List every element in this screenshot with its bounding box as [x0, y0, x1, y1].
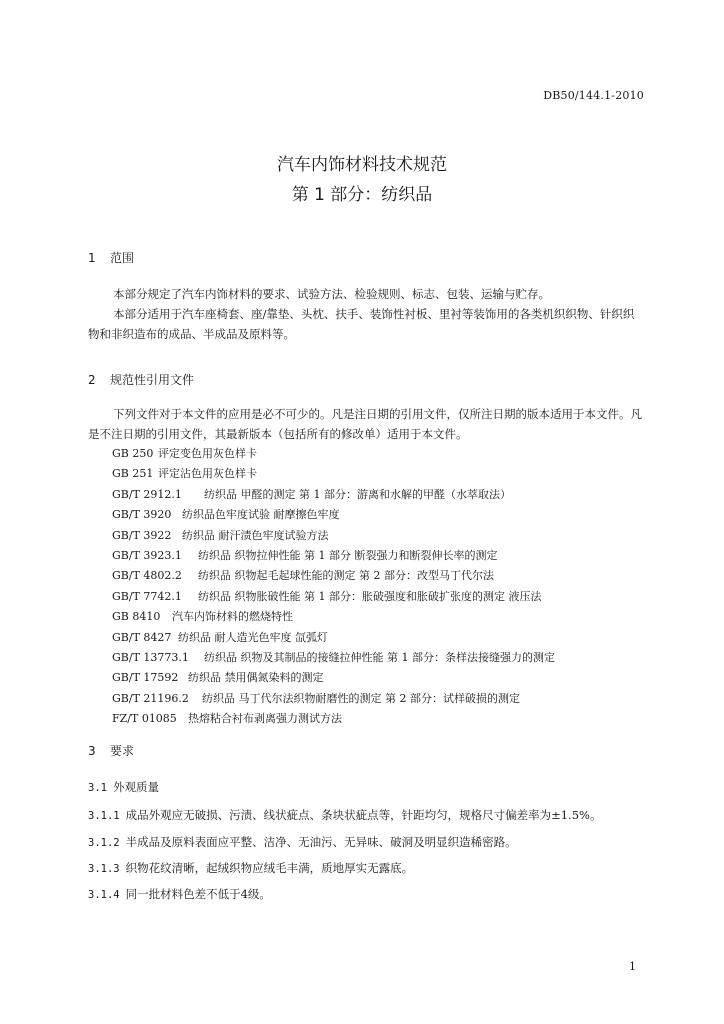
clause-text: 织物花纹清晰，起绒织物应绒毛丰满，质地厚实无露底。 — [125, 861, 414, 875]
reference-title: 纺织品 织物拉伸性能 第 1 部分 断裂强力和断裂伸长率的测定 — [198, 548, 498, 562]
reference-title: 纺织品 马丁代尔法织物耐磨性的测定 第 2 部分：试样破损的测定 — [202, 691, 520, 705]
clause-text: 成品外观应无破损、污渍、线状疵点、条块状疵点等，针距均匀，规格尺寸偏差率为±1.5%。 — [125, 808, 602, 822]
reference-title: 纺织品 织物及其制品的接缝拉伸性能 第 1 部分：条样法接缝强力的测定 — [204, 650, 555, 664]
subsection-number: 3.1 — [88, 782, 107, 794]
section-number: 2 — [88, 373, 96, 387]
reference-title: 评定变色用灰色样卡 — [158, 447, 257, 460]
page-number: 1 — [629, 960, 636, 973]
reference-code: GB/T 3922 — [112, 528, 172, 542]
reference-title: 汽车内饰材料的燃烧特性 — [172, 610, 293, 624]
reference-title: 纺织品 织物胀破性能 第 1 部分：胀破强度和胀破扩张度的测定 液压法 — [198, 589, 542, 603]
document-subtitle: 第 1 部分：纺织品 — [291, 185, 433, 205]
reference-item — [112, 648, 555, 668]
section-2-intro: 下列文件对于本文件的应用是必不可少的。凡是注日期的引用文件，仅所注日期的版本适用于本文件。凡是不注日期的引用文件，其最新版本（包括所有的修改单）适用于本文件。 — [88, 407, 642, 441]
section-number: 3 — [88, 744, 96, 758]
reference-item — [112, 526, 555, 546]
reference-code: GB/T 4802.2 — [112, 569, 182, 583]
reference-code: GB/T 2912.1 — [112, 487, 182, 501]
section-1-paragraph-2: 本部分适用于汽车座椅套、座/靠垫、头枕、扶手、装饰性衬板、里衬等装饰用的各类机织织物、针织织物和非织造布的成品、半成品及原料等。 — [88, 307, 635, 341]
section-1-paragraph-1: 本部分规定了汽车内饰材料的要求、试验方法、检验规则、标志、包装、运输与贮存。 — [113, 287, 550, 301]
section-title: 范围 — [110, 251, 135, 265]
reference-code: GB/T 13773.1 — [112, 650, 189, 664]
subsection-3-1-heading — [88, 779, 159, 795]
reference-code: GB/T 7742.1 — [112, 589, 182, 603]
reference-title: 纺织品色牢度试验 耐摩擦色牢度 — [182, 508, 340, 522]
reference-item — [112, 444, 555, 464]
reference-code: GB 8410 — [112, 610, 161, 624]
reference-code: GB/T 3923.1 — [112, 548, 182, 562]
reference-item — [112, 607, 555, 627]
clause-3-1-4 — [88, 886, 271, 902]
reference-code: GB/T 17592 — [112, 671, 179, 685]
reference-item — [112, 668, 555, 688]
reference-code: GB 250 — [112, 447, 154, 460]
reference-title: 评定沾色用灰色样卡 — [158, 467, 257, 481]
section-title: 要求 — [110, 744, 135, 758]
reference-title: 纺织品 织物起毛起球性能的测定 第 2 部分：改型马丁代尔法 — [198, 569, 494, 583]
clause-number: 3.1.2 — [88, 837, 120, 849]
clause-3-1-3 — [88, 860, 413, 876]
reference-code: GB 251 — [112, 467, 154, 481]
clause-number: 3.1.4 — [88, 889, 120, 901]
reference-item — [112, 464, 555, 484]
subsection-title: 外观质量 — [112, 780, 159, 794]
reference-item — [112, 689, 555, 709]
reference-code: GB/T 8427 — [112, 630, 172, 644]
reference-title: 热熔粘合衬布剥离强力测试方法 — [188, 712, 342, 726]
section-number: 1 — [88, 251, 96, 265]
section-2-heading — [88, 371, 194, 388]
reference-item — [112, 628, 555, 648]
reference-code: GB/T 21196.2 — [112, 691, 189, 705]
clause-text: 半成品及原料表面应平整、洁净、无油污、无异味、破洞及明显织造稀密路。 — [125, 835, 517, 849]
reference-title: 纺织品 甲醛的测定 第 1 部分：游离和水解的甲醛（水萃取法） — [204, 487, 511, 501]
reference-item — [112, 709, 555, 729]
document-code: DB50/144.1-2010 — [543, 89, 644, 102]
clause-3-1-1 — [88, 807, 601, 823]
reference-list — [112, 444, 555, 729]
reference-title: 纺织品 耐汗渍色牢度试验方法 — [182, 528, 329, 542]
reference-item — [112, 505, 555, 525]
reference-title: 纺织品 耐人造光色牢度 氙弧灯 — [178, 630, 328, 644]
reference-code: FZ/T 01085 — [112, 712, 177, 726]
clause-number: 3.1.3 — [88, 863, 120, 875]
title-block — [0, 150, 724, 210]
clause-text: 同一批材料色差不低于4级。 — [125, 887, 271, 901]
reference-title: 纺织品 禁用偶氮染料的测定 — [188, 671, 324, 685]
reference-item — [112, 566, 555, 586]
document-title: 汽车内饰材料技术规范 — [277, 155, 447, 175]
section-1-heading — [88, 249, 134, 266]
reference-item — [112, 587, 555, 607]
reference-code: GB/T 3920 — [112, 508, 172, 522]
clause-number: 3.1.1 — [88, 810, 120, 822]
clause-3-1-2 — [88, 834, 517, 850]
section-3-heading — [88, 742, 134, 759]
reference-item — [112, 485, 555, 505]
reference-item — [112, 546, 555, 566]
section-title: 规范性引用文件 — [110, 373, 195, 387]
